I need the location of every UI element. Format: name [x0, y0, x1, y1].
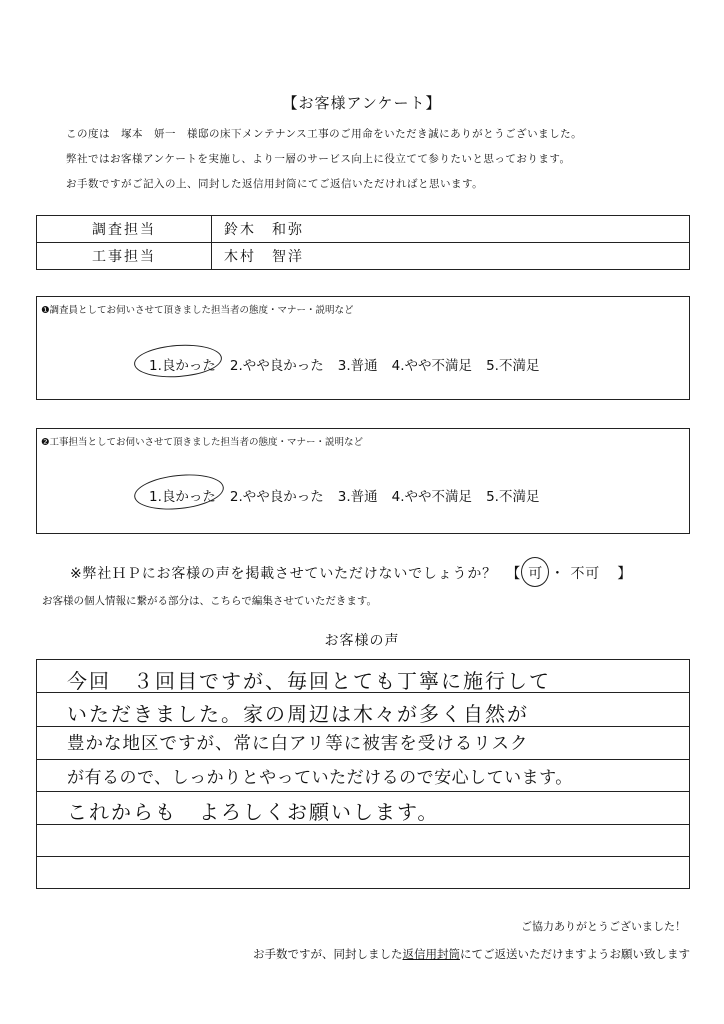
hp-question: [70, 563, 632, 583]
q2-option-2[interactable]: 2.やや良かった: [229, 489, 324, 505]
customer-voice-box: [36, 659, 690, 889]
voice-text-line-1: 今回 ３回目ですが、毎回とても丁寧に施行して: [67, 669, 551, 693]
question-2-text: ❷工事担当としてお伺いさせて頂きました担当者の態度・マナー・説明など: [41, 437, 364, 448]
survey-staff-label: 調査担当: [37, 216, 212, 243]
q2-option-5[interactable]: 5.不満足: [486, 489, 540, 505]
q1-option-5[interactable]: 5.不満足: [486, 358, 540, 374]
question-1-box: [36, 296, 690, 400]
voice-text-line-5: これからも よろしくお願いします。: [67, 800, 440, 824]
voice-rule: [37, 759, 689, 760]
hp-option-yes[interactable]: 可: [528, 566, 544, 582]
q1-option-4[interactable]: 4.やや不満足: [391, 358, 473, 374]
privacy-note: お客様の個人情報に繋がる部分は、こちらで編集させていただきます。: [42, 595, 378, 607]
voice-text-line-4: が有るので、しっかりとやっていただけるので安心しています。: [67, 768, 573, 788]
hp-bracket-open: 【: [506, 566, 522, 582]
thanks-message: ご協力ありがとうございました！: [521, 920, 686, 933]
return-instructions: [253, 946, 690, 962]
q1-option-1[interactable]: 1.良かった: [149, 358, 216, 374]
return-envelope-text: 返信用封筒: [402, 947, 460, 961]
question-1-text: ❶調査員としてお伺いさせて頂きました担当者の態度・マナー・説明など: [41, 305, 354, 316]
q1-option-3[interactable]: 3.普通: [337, 358, 378, 374]
return-instructions-pre: お手数ですが、同封しました: [253, 947, 403, 961]
q2-option-4[interactable]: 4.やや不満足: [391, 489, 473, 505]
survey-staff-name: 鈴木 和弥: [212, 216, 690, 243]
hp-bracket-close: 】: [617, 566, 633, 582]
work-staff-label: 工事担当: [37, 243, 212, 270]
voice-text-line-2: いただきました。家の周辺は木々が多く自然が: [67, 702, 529, 726]
q2-option-3[interactable]: 3.普通: [337, 489, 378, 505]
q1-selection-circle: [133, 342, 223, 380]
work-staff-name: 木村 智洋: [212, 243, 690, 270]
voice-rule: [37, 856, 689, 857]
intro-line-2: 弊社ではお客様アンケートを実施し、より一層のサービス向上に役立てて参りたいと思っております。: [66, 153, 571, 165]
q2-option-1[interactable]: 1.良かった: [149, 489, 216, 505]
q2-selection-circle: [132, 470, 225, 513]
intro-line-3: お手数ですがご記入の上、同封した返信用封筒にてご返信いただければと思います。: [66, 178, 484, 190]
hp-question-text: ※弊社ＨＰにお客様の声を掲載させていただけないでしょうか？: [70, 566, 497, 582]
voice-text-line-3: 豊かな地区ですが、常に白アリ等に被害を受けるリスク: [67, 734, 529, 754]
voice-rule: [37, 791, 689, 792]
hp-answer-group: [506, 566, 632, 582]
voice-title: お客様の声: [324, 633, 400, 649]
document-title: 【お客様アンケート】: [282, 94, 442, 112]
hp-sep: ・: [550, 566, 566, 582]
work-staff-row: [37, 243, 690, 270]
intro-line-1: この度は 塚本 妍一 様邸の床下メンテナンス工事のご用命をいただき誠にありがとうございました。: [66, 128, 583, 140]
q1-option-2[interactable]: 2.やや良かった: [229, 358, 324, 374]
return-instructions-post: にてご返送いただけますようお願い致します: [460, 947, 690, 961]
staff-table: [36, 215, 690, 270]
question-2-box: [36, 428, 690, 534]
survey-staff-row: [37, 216, 690, 243]
hp-yes-circle: [521, 557, 549, 587]
hp-option-no[interactable]: 不可: [570, 566, 601, 582]
hp-option-yes-wrap: [526, 563, 545, 583]
